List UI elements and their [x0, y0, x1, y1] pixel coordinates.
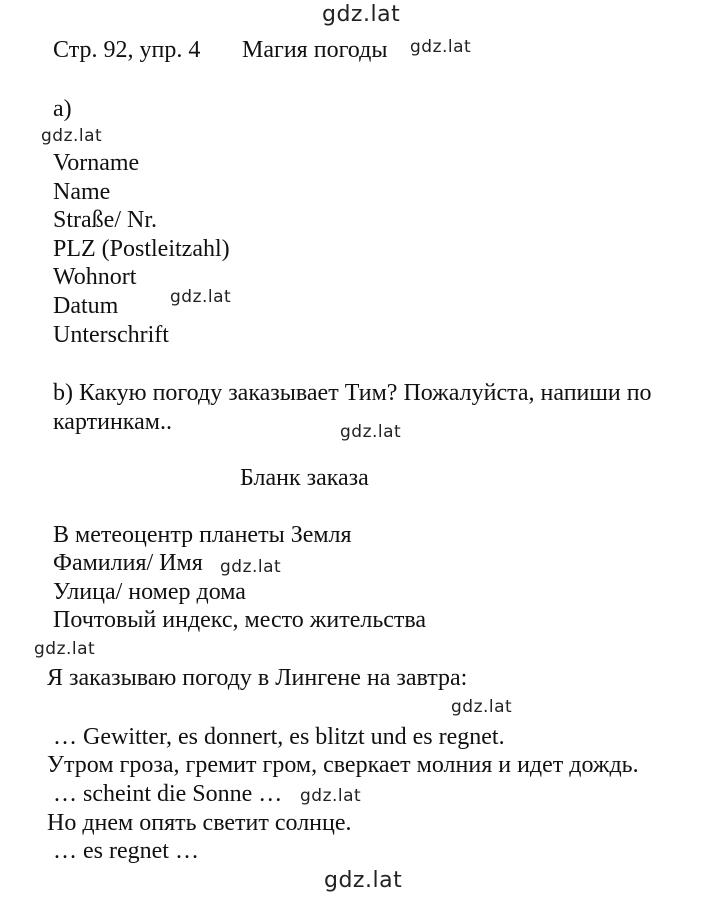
field-name: Name: [53, 179, 111, 205]
weather-line-sonne: … scheint die Sonne …: [53, 781, 283, 807]
form-line-postal: Почтовый индекс, место жительства: [53, 607, 427, 633]
field-wohnort: Wohnort: [53, 264, 137, 290]
exercise-reference: Стр. 92, упр. 4: [53, 37, 201, 63]
watermark-bottom: gdz.lat: [324, 868, 403, 893]
page-title: Магия погоды: [242, 37, 388, 63]
field-strasse: Straße/ Nr.: [53, 207, 157, 233]
question-line-2: картинкам..: [53, 409, 172, 435]
field-unterschrift: Unterschrift: [53, 322, 169, 348]
question-line-1: b) Какую погоду заказывает Тим? Пожалуйста, напиши по: [53, 380, 652, 406]
watermark-name-line: gdz.lat: [220, 557, 282, 577]
weather-line-storm-ru: Утром гроза, гремит гром, сверкает молния и идет дождь.: [47, 752, 639, 778]
form-line-name: Фамилия/ Имя: [53, 550, 203, 576]
watermark-top: gdz.lat: [322, 2, 401, 27]
field-vorname: Vorname: [53, 150, 140, 176]
watermark-left-b: gdz.lat: [34, 639, 96, 659]
order-line: Я заказываю погоду в Лингене на завтра:: [47, 665, 468, 691]
watermark-header: gdz.lat: [410, 37, 472, 57]
watermark-left-a: gdz.lat: [41, 126, 103, 146]
form-title: Бланк заказа: [240, 465, 369, 491]
weather-line-regnet: … es regnet …: [53, 838, 199, 864]
field-plz: PLZ (Postleitzahl): [53, 236, 230, 262]
watermark-question: gdz.lat: [340, 422, 402, 442]
field-datum: Datum: [53, 293, 119, 319]
watermark-datum: gdz.lat: [170, 287, 232, 307]
watermark-order: gdz.lat: [451, 697, 513, 717]
form-line-street: Улица/ номер дома: [53, 579, 246, 605]
form-line-recipient: В метеоцентр планеты Земля: [53, 522, 352, 548]
watermark-sonne: gdz.lat: [300, 786, 362, 806]
weather-line-gewitter: … Gewitter, es donnert, es blitzt und es regnet.: [53, 724, 505, 750]
weather-line-sun-ru: Но днем опять светит солнце.: [47, 810, 352, 836]
part-a-label: a): [53, 96, 72, 122]
